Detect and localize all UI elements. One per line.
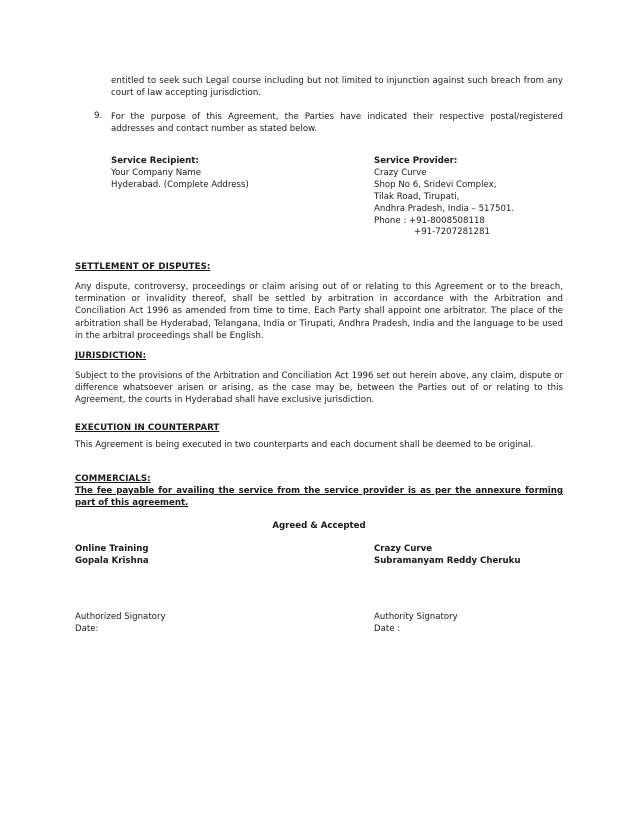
left-party-name: Online Training [75,544,149,554]
clause-continuation: entitled to seek such Legal course including but not limited to injunction against such breach from any court of law accepting jurisdiction. [111,76,563,99]
commercials-heading: COMMERCIALS: [75,474,151,484]
recipient-line: Your Company Name [111,168,202,178]
provider-line: Shop No 6, Sridevi Complex, [374,180,497,190]
settlement-heading: SETTLEMENT OF DISPUTES: [75,262,211,272]
provider-phone: Phone : +91-8008508118 [374,216,485,226]
left-party-person: Gopala Krishna [75,556,149,566]
clause-9-text: For the purpose of this Agreement, the Parties have indicated their respective postal/registered addresses and contact number as stated below. [111,112,563,135]
execution-heading: EXECUTION IN COUNTERPART [75,423,220,433]
left-signatory-date: Date: [75,624,99,634]
provider-heading: Service Provider: [374,156,458,166]
provider-phone-alt: +91-7207281281 [414,227,490,237]
settlement-text: Any dispute, controversy, proceedings or claim arising out of or relating to this Agreement or to the breach, termination or invalidity thereof, shall be settled by arbitration in accordance with the Arbitration and Conciliation Act 1996 as amended from time to time. Each Party shall appoint one arbitrator. The place of the arbitration shall be Hyderabad, Telangana, India or Tirupati, Andhra Pradesh, India and the language to be used in the arbitral proceedings shall be English. [75,282,563,341]
provider-line: Crazy Curve [374,168,427,178]
jurisdiction-text: Subject to the provisions of the Arbitration and Conciliation Act 1996 set out herein above, any claim, dispute or difference whatsoever arisen or arising, as the case may be, between the Parties out of or relating to this Agreement, the courts in Hyderabad shall have exclusive jurisdiction. [75,371,563,406]
commercials-text: The fee payable for availing the service from the service provider is as per the annexure forming part of this agreement. [75,486,563,509]
recipient-line: Hyderabad. (Complete Address) [111,180,249,190]
right-party-person: Subramanyam Reddy Cheruku [374,556,521,566]
provider-line: Tilak Road, Tirupati, [374,192,460,202]
right-signatory-date: Date : [374,624,401,634]
recipient-heading: Service Recipient: [111,156,199,166]
right-signatory-title: Authority Signatory [374,612,458,622]
clause-9-number: 9. [94,111,103,121]
agreed-accepted: Agreed & Accepted [272,521,366,531]
left-signatory-title: Authorized Signatory [75,612,166,622]
execution-text: This Agreement is being executed in two counterparts and each document shall be deemed to be original. [75,440,534,450]
right-party-name: Crazy Curve [374,544,433,554]
provider-line: Andhra Pradesh, India – 517501. [374,204,515,214]
jurisdiction-heading: JURISDICTION: [75,351,147,361]
